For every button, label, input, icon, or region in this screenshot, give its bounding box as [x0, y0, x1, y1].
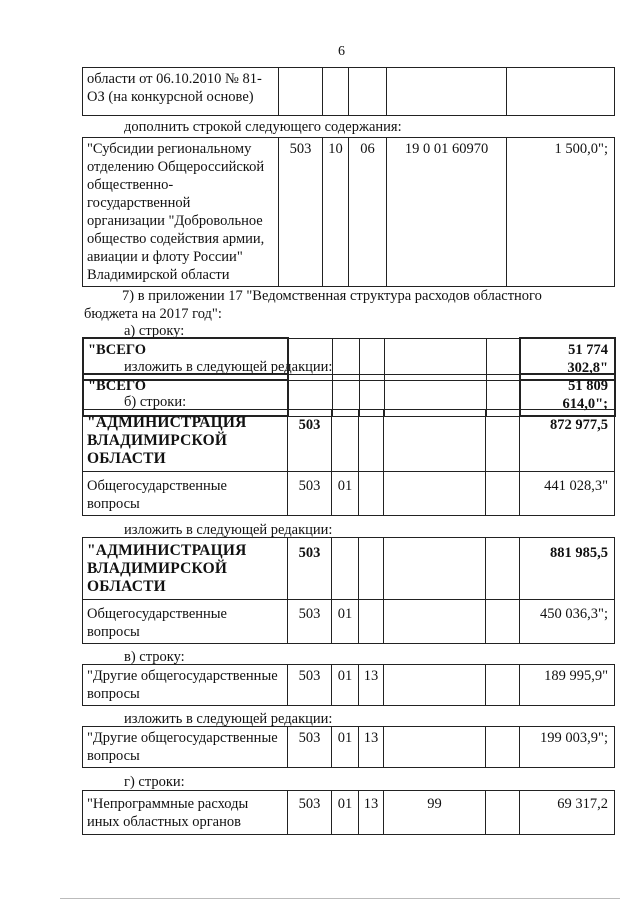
table-row [83, 665, 615, 706]
cell-name: области от 06.10.2010 № 81- ОЗ (на конкурсной основе) [83, 68, 279, 116]
table-row [83, 538, 615, 600]
table-row [83, 791, 615, 835]
cell-sub-name: Общегосударственные вопросы [83, 472, 288, 516]
admin-old-table [82, 409, 615, 516]
table-row [83, 410, 615, 472]
other-new-table [82, 726, 615, 768]
cell-target: 99 [384, 791, 486, 835]
cell-section: 01 [332, 665, 359, 706]
cell-name: "Другие общегосударственные вопросы [83, 665, 288, 706]
cell-ministry: 503 [288, 791, 332, 835]
cell-amount: 199 003,9"; [520, 727, 615, 768]
cell-total-label: "ВСЕГО [83, 374, 288, 416]
cell-amount: 69 317,2 [520, 791, 615, 835]
cell-name: "Субсидии региональному отделению Общероссийской общественно- государственной организации "Добровольное общество содействия армии, авиации и флоту России" Владимирской области [83, 138, 279, 287]
item-7-paragraph: 7) в приложении 17 "Ведомственная структура расходов областного бюджета на 2017 год": [84, 288, 542, 322]
subsidy-table [82, 137, 615, 287]
restate-1: изложить в следующей редакции: [124, 359, 333, 375]
cell-total-label: "ВСЕГО [83, 338, 288, 380]
label-a: а) строку: [124, 323, 185, 339]
cell-section: 01 [332, 600, 359, 644]
cell-amount: 441 028,3" [520, 472, 615, 516]
admin-new-table [82, 537, 615, 644]
cell-total-amount: 51 774 302,8" [520, 338, 615, 380]
cell-subsection: 13 [359, 665, 384, 706]
nonprog-table [82, 790, 615, 835]
cell-admin-name: "АДМИНИСТРАЦИЯ ВЛАДИМИРСКОЙ ОБЛАСТИ [83, 410, 288, 472]
cell-amount: 450 036,3"; [520, 600, 615, 644]
cell-ministry: 503 [279, 138, 323, 287]
cell-name: "Непрограммные расходы иных областных органов [83, 791, 288, 835]
cell-sub-name: Общегосударственные вопросы [83, 600, 288, 644]
restate-3: изложить в следующей редакции: [124, 711, 333, 727]
page-bottom-rule [60, 898, 620, 899]
cell-section: 01 [332, 727, 359, 768]
cell-subsection: 06 [349, 138, 387, 287]
table-row [83, 727, 615, 768]
cell-subsection: 13 [359, 791, 384, 835]
table-row [83, 472, 615, 516]
cell-amount: 872 977,5 [520, 410, 615, 472]
add-row-intro: дополнить строкой следующего содержания: [124, 119, 402, 135]
cell-amount: 189 995,9" [520, 665, 615, 706]
cell-subsection: 13 [359, 727, 384, 768]
label-v: в) строку: [124, 649, 185, 665]
cell-total-amount: 51 809 614,0"; [520, 374, 615, 416]
cell-ministry: 503 [288, 665, 332, 706]
cell-ministry: 503 [288, 538, 332, 600]
continuation-table [82, 67, 615, 116]
cell-section: 01 [332, 791, 359, 835]
cell-amount: 1 500,0"; [507, 138, 615, 287]
cell-target: 19 0 01 60970 [387, 138, 507, 287]
restate-2: изложить в следующей редакции: [124, 522, 333, 538]
table-row [83, 138, 615, 287]
cell-ministry: 503 [288, 600, 332, 644]
page-number: 6 [338, 44, 345, 59]
label-b: б) строки: [124, 394, 187, 410]
cell-ministry: 503 [288, 727, 332, 768]
cell-admin-name: "АДМИНИСТРАЦИЯ ВЛАДИМИРСКОЙ ОБЛАСТИ [83, 538, 288, 600]
table-row [83, 600, 615, 644]
cell-name: "Другие общегосударственные вопросы [83, 727, 288, 768]
cell-ministry: 503 [288, 472, 332, 516]
table-row [83, 68, 615, 116]
cell-amount: 881 985,5 [520, 538, 615, 600]
label-g: г) строки: [124, 774, 185, 790]
cell-section: 01 [332, 472, 359, 516]
cell-ministry: 503 [288, 410, 332, 472]
other-old-table [82, 664, 615, 706]
cell-section: 10 [323, 138, 349, 287]
